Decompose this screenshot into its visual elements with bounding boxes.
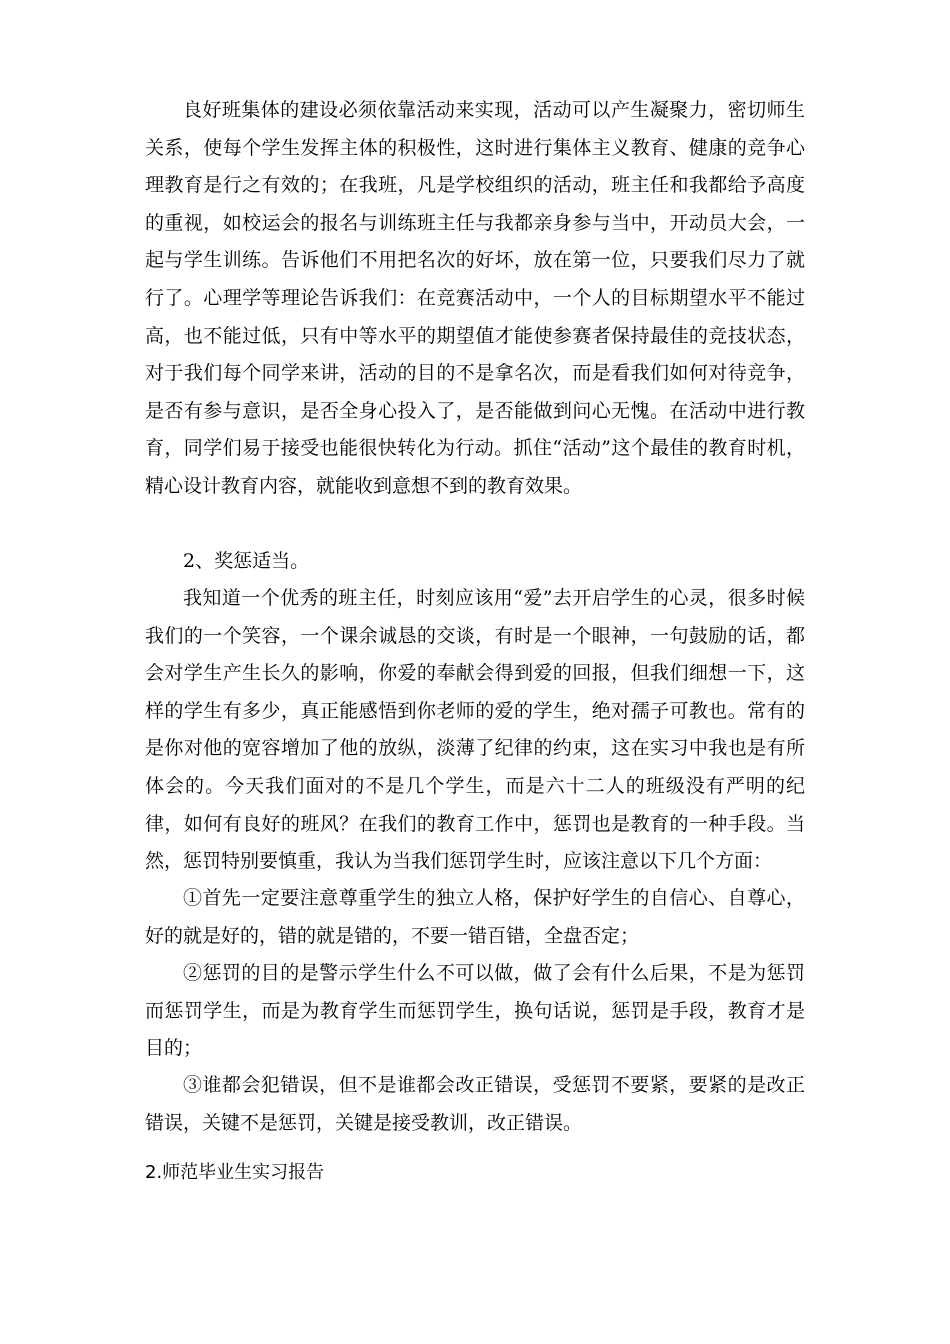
paragraph-reward-punishment-heading: 2、奖惩适当。 (183, 550, 310, 572)
paragraph-love-and-discipline: 我知道一个优秀的班主任，时刻应该用“爱”去开启学生的心灵，很多时候我们的一个笑容，一个课余诚恳的交谈，有时是一个眼神，一句鼓励的话，都会对学生产生长久的影响，你爱的奉献会得到爱的回报，但我们细想一下，这样的学生有多少，真正能感悟到你老师的爱的学生，绝对孺子可教也。常有的是你对他的宽容增加了他的放纵，淡薄了纪律的约束，这在实习中我也是有所体会的。今天我们面对的不是几个学生，而是六十二人的班级没有严明的纪律，如何有良好的班风？在我们的教育工作中，惩罚也是教育的一种手段。当然，惩罚特别要慎重，我认为当我们惩罚学生时，应该注意以下几个方面： (145, 587, 805, 873)
paragraph-point-1: ①首先一定要注意尊重学生的独立人格，保护好学生的自信心、自尊心，好的就是好的，错的就是错的，不要一错百错，全盘否定； (145, 887, 805, 947)
paragraph-point-3: ③谁都会犯错误，但不是谁都会改正错误，受惩罚不要紧，要紧的是改正错误，关键不是惩罚，关键是接受教训，改正错误。 (145, 1074, 805, 1134)
paragraph-point-2: ②惩罚的目的是警示学生什么不可以做，做了会有什么后果，不是为惩罚而惩罚学生，而是为教育学生而惩罚学生，换句话说，惩罚是手段，教育才是目的； (145, 962, 805, 1060)
section-heading: 2.师范毕业生实习报告 (145, 1162, 325, 1183)
paragraph-activities: 良好班集体的建设必须依靠活动来实现，活动可以产生凝聚力，密切师生关系，使每个学生发挥主体的积极性，这时进行集体主义教育、健康的竞争心理教育是行之有效的；在我班，凡是学校组织的活动，班主任和我都给予高度的重视，如校运会的报名与训练班主任与我都亲身参与当中，开动员大会，一起与学生训练。告诉他们不用把名次的好坏，放在第一位，只要我们尽力了就行了。心理学等理论告诉我们：在竞赛活动中，一个人的目标期望水平不能过高，也不能过低，只有中等水平的期望值才能使参赛者保持最佳的竞技状态，对于我们每个同学来讲，活动的目的不是拿名次，而是看我们如何对待竞争，是否有参与意识，是否全身心投入了，是否能做到问心无愧。在活动中进行教育，同学们易于接受也能很快转化为行动。抓住“活动”这个最佳的教育时机，精心设计教育内容，就能收到意想不到的教育效果。 (145, 99, 805, 497)
